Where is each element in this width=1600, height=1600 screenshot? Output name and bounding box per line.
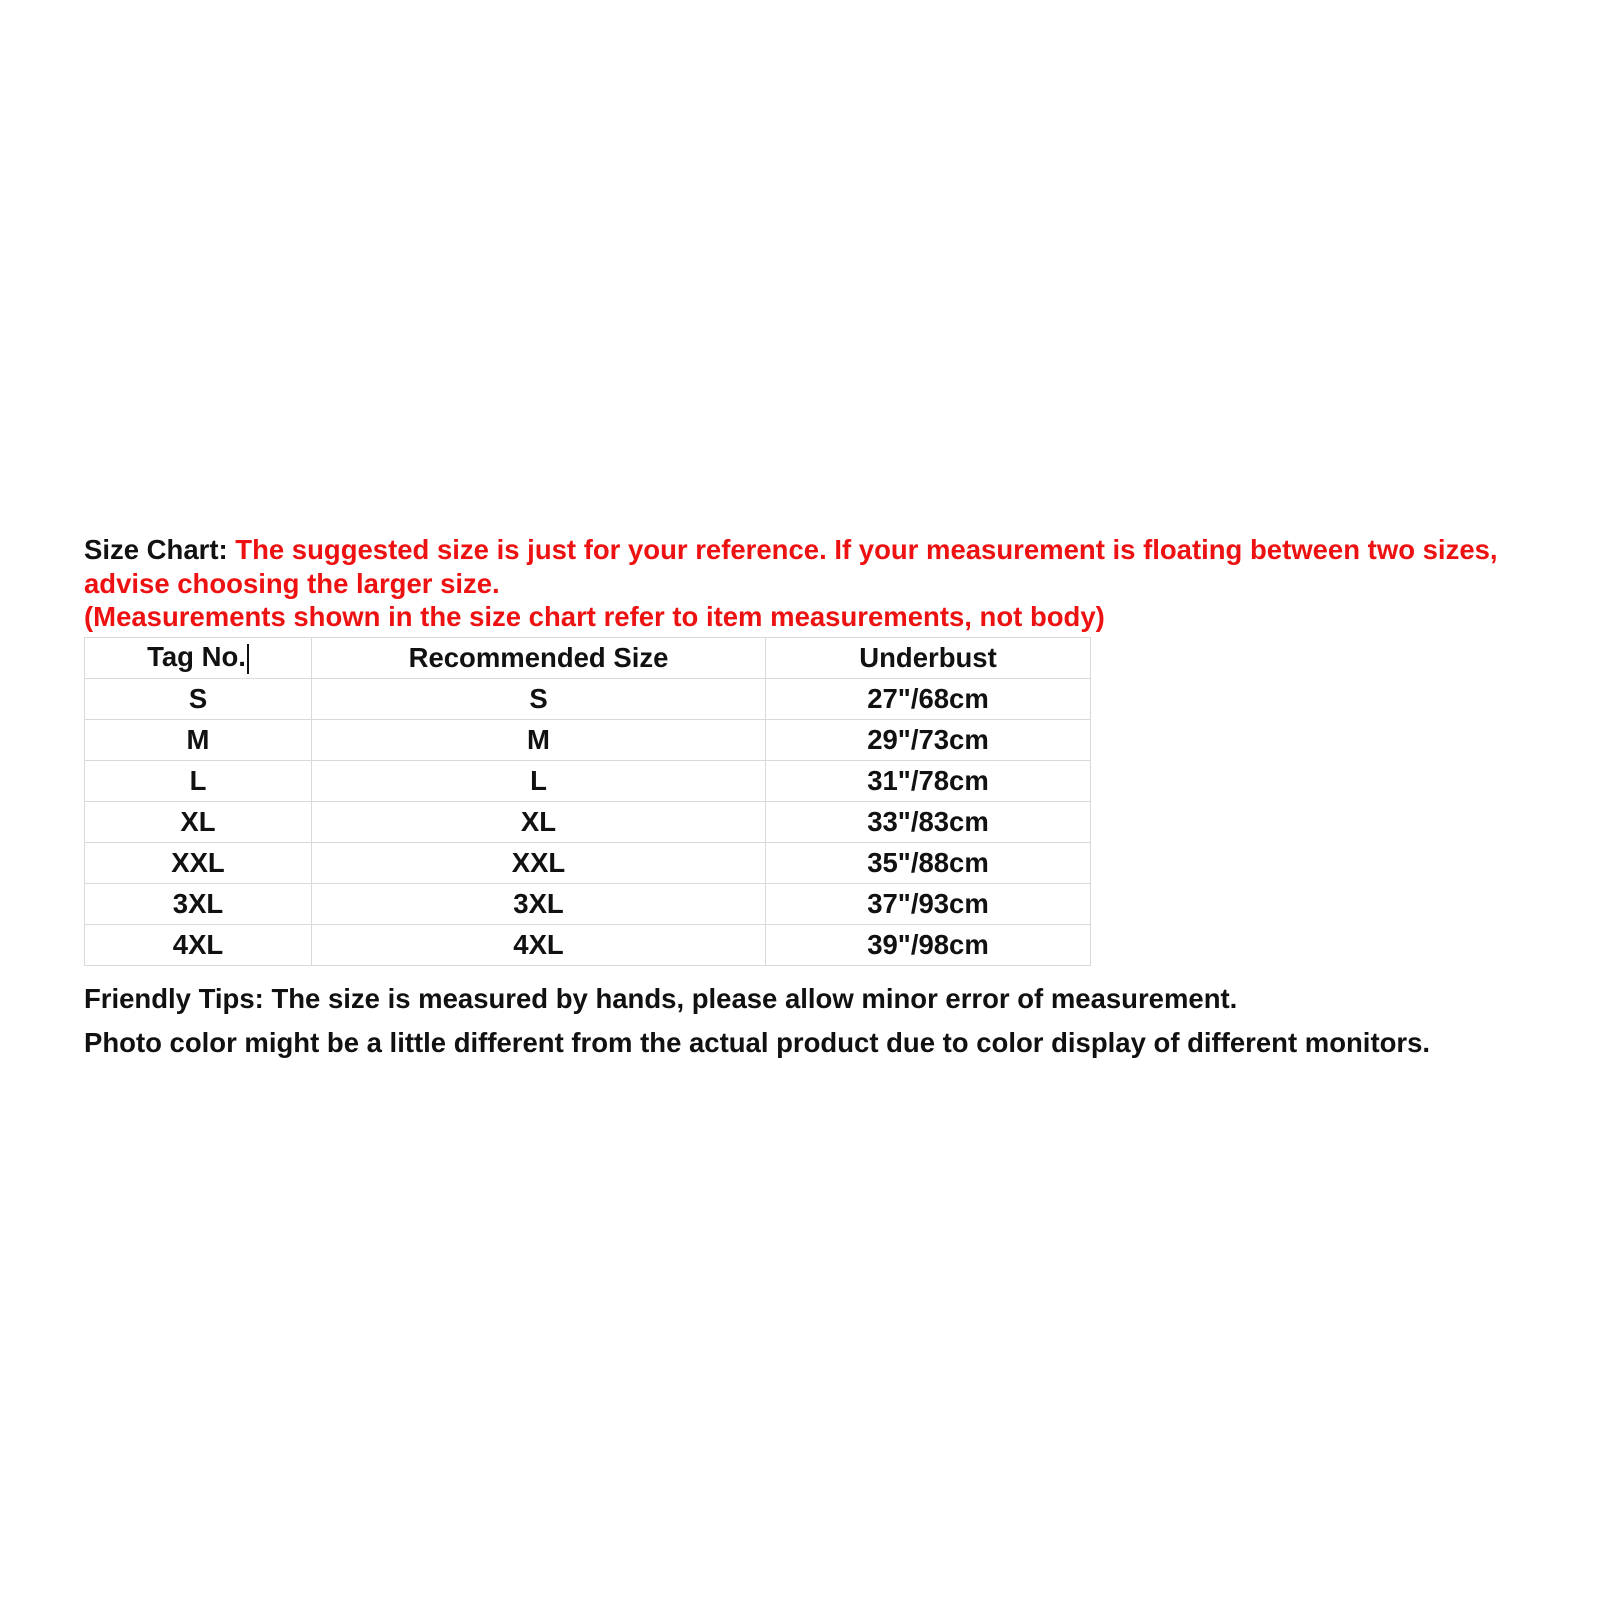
cell-tag-no: XL [85, 801, 312, 842]
cell-underbust: 29"/73cm [766, 719, 1091, 760]
cell-tag-no: S [85, 678, 312, 719]
cell-underbust: 33"/83cm [766, 801, 1091, 842]
cell-underbust: 27"/68cm [766, 678, 1091, 719]
table-row [85, 760, 1091, 801]
table-row [85, 801, 1091, 842]
cell-underbust: 35"/88cm [766, 842, 1091, 883]
cell-recommended-size: M [312, 719, 766, 760]
cell-recommended-size: 3XL [312, 883, 766, 924]
cell-tag-no: L [85, 760, 312, 801]
cell-tag-no: 4XL [85, 924, 312, 965]
header-tag-no: Tag No. [85, 637, 312, 678]
table-row [85, 719, 1091, 760]
header-recommended-size: Recommended Size [312, 637, 766, 678]
header-underbust: Underbust [766, 637, 1091, 678]
friendly-tips: Friendly Tips: The size is measured by hands, please allow minor error of measurement. [84, 982, 1238, 1014]
table-row [85, 678, 1091, 719]
cell-tag-no: 3XL [85, 883, 312, 924]
cell-recommended-size: 4XL [312, 924, 766, 965]
photo-color-note: Photo color might be a little different from the actual product due to color display of different monitors. [84, 1026, 1431, 1058]
size-chart-intro [84, 533, 1554, 634]
table-row [85, 883, 1091, 924]
table-row [85, 842, 1091, 883]
table-header-row [85, 637, 1091, 678]
cell-underbust: 31"/78cm [766, 760, 1091, 801]
cell-recommended-size: XL [312, 801, 766, 842]
cell-underbust: 39"/98cm [766, 924, 1091, 965]
cell-recommended-size: L [312, 760, 766, 801]
table-row [85, 924, 1091, 965]
cell-tag-no: M [85, 719, 312, 760]
cell-tag-no: XXL [85, 842, 312, 883]
size-chart-label: Size Chart: [84, 534, 228, 565]
size-chart-document [84, 533, 1554, 1059]
text-cursor [247, 644, 249, 674]
cell-recommended-size: S [312, 678, 766, 719]
size-reference-note: The suggested size is just for your reference. If your measurement is floating between two sizes, advise choosing the larger size. [84, 534, 1498, 599]
size-table [84, 637, 1091, 966]
measurement-note: (Measurements shown in the size chart refer to item measurements, not body) [84, 601, 1105, 632]
cell-underbust: 37"/93cm [766, 883, 1091, 924]
cell-recommended-size: XXL [312, 842, 766, 883]
